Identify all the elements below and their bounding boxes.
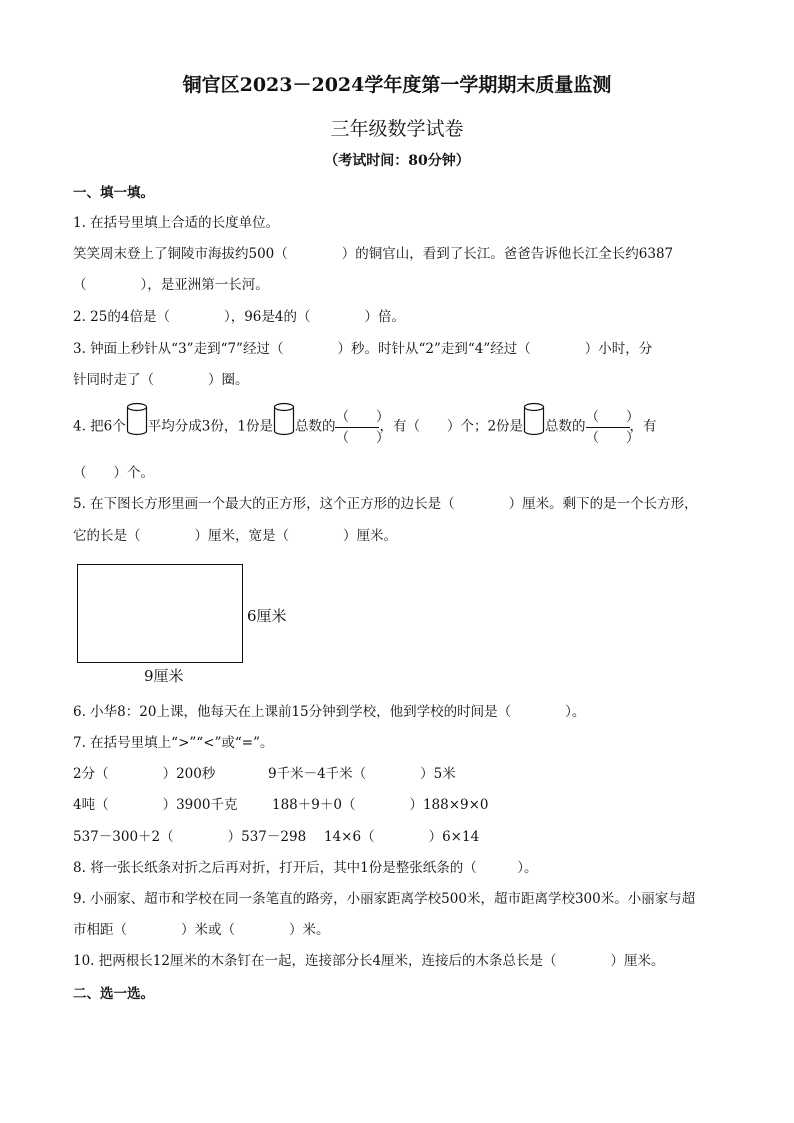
q4-part6: ，有	[629, 418, 657, 435]
exam-title: 铜官区2023－2024学年度第一学期期末质量监测	[182, 74, 612, 96]
q4-part3: 总数的	[294, 418, 336, 435]
section1-heading: 一、填一填。	[73, 185, 154, 201]
question-10: 10. 把两根长12厘米的木条钉在一起，连接部分长4厘米，连接后的木条总长是（ ）厘米。	[73, 953, 665, 969]
rectangle-height-label: 6厘米	[247, 607, 287, 625]
cylinder-icon	[523, 402, 545, 452]
q7-row2-left: 4吨（ ）3900千克	[73, 797, 238, 813]
q4-part2: 平均分成3份，1份是	[147, 418, 273, 435]
question-7: 7. 在括号里填上“>”“<”或“=”。	[73, 735, 274, 751]
fraction-blank	[585, 408, 640, 446]
question-5-cont: 它的长是（ ）厘米，宽是（ ）厘米。	[73, 528, 397, 544]
question-5: 5. 在下图长方形里画一个最大的正方形，这个正方形的边长是（ ）厘米。剩下的是一个长方形，	[73, 496, 698, 512]
exam-time: （考试时间：80分钟）	[324, 153, 470, 169]
question-2: 2. 25的4倍是（ ），96是4的（ ）倍。	[73, 309, 405, 325]
fraction-numerator: （ ）	[335, 409, 379, 428]
question-9: 9. 小丽家、超市和学校在同一条笔直的路旁，小丽家距离学校500米，超市距离学校300米。小丽家与超	[73, 891, 696, 907]
cylinder-icon	[126, 402, 148, 452]
cylinder-icon	[273, 402, 295, 452]
q7-row3-right: 14×6（ ）6×14	[324, 829, 480, 845]
rectangle-width-label: 9厘米	[144, 667, 184, 685]
q7-row1-left: 2分（ ）200秒	[73, 766, 216, 782]
fraction-denominator: （ ）	[585, 429, 640, 446]
question-1-text: 笑笑周末登上了铜陵市海拔约500（ ）的铜官山，看到了长江。爸爸告诉他长江全长约6387	[73, 246, 674, 262]
fraction-numerator: （ ）	[586, 409, 630, 428]
question-3: 3. 钟面上秒针从“3”走到“7”经过（ ）秒。时针从“2”走到“4”经过（ ）小时，分	[73, 341, 653, 357]
q4-part5: 总数的	[545, 418, 586, 435]
question-6: 6. 小华8：20上课，他每天在上课前15分钟到学校，他到学校的时间是（ ）。	[73, 704, 586, 720]
fraction-denominator: （ ）	[335, 429, 390, 446]
question-4	[73, 402, 657, 452]
q7-row1-right: 9千米－4千米（ ）5米	[268, 766, 456, 782]
fraction-blank	[335, 408, 390, 446]
question-1-text-cont: （ ），是亚洲第一长河。	[73, 277, 269, 293]
question-8: 8. 将一张长纸条对折之后再对折，打开后，其中1份是整张纸条的（ ）。	[73, 860, 538, 876]
q4-part4: ，有（ ）个；2份是	[379, 418, 524, 435]
exam-subtitle: 三年级数学试卷	[330, 118, 464, 140]
question-9-cont: 市相距（ ）米或（ ）米。	[73, 922, 330, 938]
q4-part1: 4. 把6个	[73, 418, 126, 435]
question-4-cont: （ ）个。	[73, 465, 154, 481]
section2-heading: 二、选一选。	[73, 986, 154, 1002]
q7-row3-left: 537－300＋2（ ）537－298	[73, 829, 307, 845]
q7-row2-right: 188＋9＋0（ ）188×9×0	[272, 797, 489, 813]
rectangle-figure	[77, 564, 243, 663]
question-3-cont: 针同时走了（ ）圈。	[73, 372, 249, 388]
question-1-prompt: 1. 在括号里填上合适的长度单位。	[73, 215, 280, 231]
